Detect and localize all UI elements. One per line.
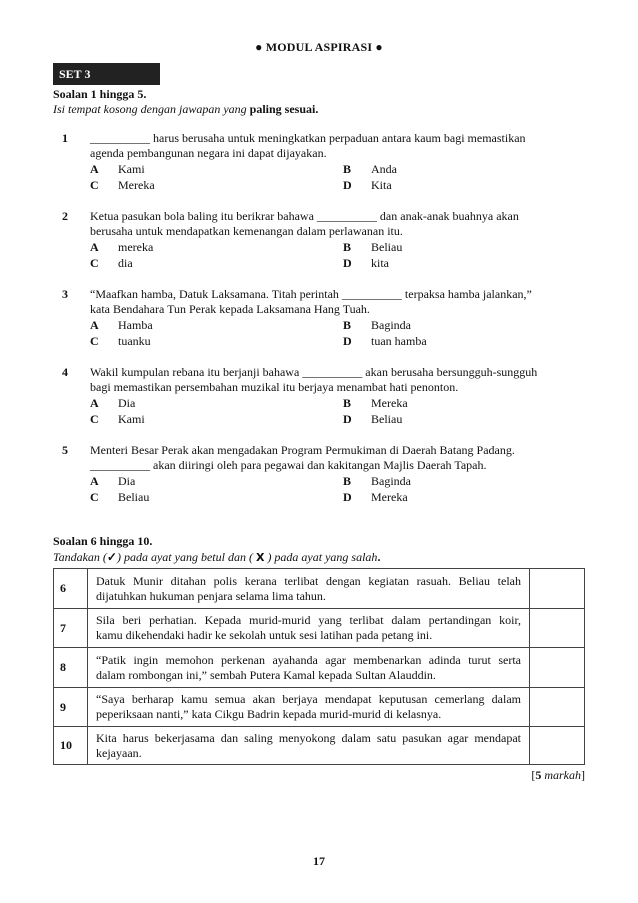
statement-number: 9 — [54, 688, 88, 727]
statement-line1: Sila beri perhatian. Kepada murid-murid yang terlibat dalam pertandingan koir, — [96, 613, 521, 627]
statement-line2: peperiksaan nanti,” kata Cikgu Badrin kepada murid-murid di kelasnya. — [96, 707, 442, 721]
statement-line1: “Saya berharap kamu semua akan berjaya mendapat keputusan cemerlang dalam — [96, 692, 521, 706]
option-letter: B — [343, 240, 352, 254]
question-stem-line2: __________ akan diiringi oleh para pegawai dan kakitangan Majlis Daerah Tapah. — [90, 458, 487, 472]
option-letter: C — [90, 334, 99, 348]
option-c — [90, 490, 149, 505]
option-text: Hamba — [118, 318, 153, 332]
marks-word: markah — [544, 768, 581, 782]
question-number: 1 — [62, 131, 68, 145]
question-stem-line1: __________ harus berusaha untuk meningkatkan perpaduan antara kaum bagi memastikan — [90, 131, 526, 145]
option-b — [343, 240, 402, 255]
option-text: tuan hamba — [371, 334, 427, 348]
statement-line1: Datuk Munir ditahan polis kerana terlibat dengan kegiatan rasuah. Beliau telah — [96, 573, 521, 588]
option-text: Kami — [118, 162, 145, 176]
marks-label: [5 markah] — [531, 768, 585, 782]
option-letter: D — [343, 412, 352, 426]
statement-number: 8 — [54, 648, 88, 688]
option-text: Beliau — [371, 412, 403, 426]
statement-text — [88, 609, 530, 648]
statement-number: 10 — [54, 727, 88, 765]
option-c — [90, 178, 155, 193]
option-text: Beliau — [371, 240, 403, 254]
statement-text — [88, 648, 530, 688]
option-letter: B — [343, 396, 352, 410]
answer-box[interactable] — [530, 609, 585, 648]
statement-number: 7 — [54, 609, 88, 648]
option-letter: B — [343, 474, 352, 488]
option-letter: C — [90, 490, 99, 504]
statement-row — [54, 569, 585, 609]
statement-text — [88, 569, 530, 609]
question-number: 3 — [62, 287, 68, 301]
option-letter: C — [90, 256, 99, 270]
option-letter: D — [343, 256, 352, 270]
true-false-table — [53, 568, 585, 765]
statement-text — [88, 688, 530, 727]
question-number: 5 — [62, 443, 68, 457]
option-text: Kita — [371, 178, 392, 192]
option-a — [90, 396, 135, 411]
section2-title: Soalan 6 hingga 10. — [53, 534, 153, 548]
answer-box[interactable] — [530, 727, 585, 765]
option-b — [343, 162, 397, 177]
statement-number: 6 — [54, 569, 88, 609]
section2-instruction: Tandakan (✓) pada ayat yang betul dan ( X ) pada ayat yang salah. — [53, 550, 381, 564]
option-letter: B — [343, 318, 352, 332]
option-letter: C — [90, 178, 99, 192]
question-stem-line2: kata Bendahara Tun Perak kepada Laksamana Hang Tuah. — [90, 302, 370, 316]
answer-box[interactable] — [530, 569, 585, 609]
section1-instruction: Isi tempat kosong dengan jawapan yang paling sesuai. — [53, 102, 319, 116]
option-d — [343, 334, 427, 349]
section1-title: Soalan 1 hingga 5. — [53, 87, 147, 101]
option-text: Mereka — [371, 490, 408, 504]
option-text: mereka — [118, 240, 154, 254]
option-letter: D — [343, 178, 352, 192]
statement-line2: dijatuhkan hukuman penjara selama lima tahun. — [96, 588, 326, 603]
option-letter: A — [90, 240, 99, 254]
option-text: kita — [371, 256, 389, 270]
question-stem-line2: agenda pembangunan negara ini dapat dijayakan. — [90, 146, 327, 160]
option-text: Dia — [118, 396, 136, 410]
option-d — [343, 490, 408, 505]
option-b — [343, 318, 411, 333]
statement-line2: kamu dikehendaki hadir ke sekolah untuk sesi latihan pada petang ini. — [96, 628, 433, 642]
question-stem-line2: bagi memastikan persembahan muzikal itu berjaya menambat hati penonton. — [90, 380, 459, 394]
question-stem-line1: Ketua pasukan bola baling itu berikrar bahawa __________ dan anak-anak buahnya akan — [90, 209, 519, 223]
option-letter: A — [90, 396, 99, 410]
option-letter: B — [343, 162, 352, 176]
question-number: 4 — [62, 365, 68, 379]
answer-box[interactable] — [530, 648, 585, 688]
option-text: Kami — [118, 412, 145, 426]
module-header: ● MODUL ASPIRASI ● — [255, 40, 383, 54]
option-b — [343, 396, 408, 411]
marks-number: 5 — [535, 768, 542, 782]
statement-line1: “Patik ingin memohon perkenan ayahanda agar membenarkan adinda turut serta — [96, 652, 521, 667]
option-c — [90, 412, 145, 427]
option-text: dia — [118, 256, 133, 270]
question-stem-line2: berusaha untuk mendapatkan kemenangan dalam perlawanan itu. — [90, 224, 403, 238]
statement-row — [54, 688, 585, 727]
option-a — [90, 240, 153, 255]
option-d — [343, 178, 392, 193]
statement-line1: Kita harus bekerjasama dan saling menyokong dalam satu pasukan agar mendapat — [96, 730, 521, 745]
tick-icon: ✓ — [106, 550, 117, 564]
option-c — [90, 256, 133, 271]
option-text: Beliau — [118, 490, 150, 504]
option-c — [90, 334, 151, 349]
option-a — [90, 474, 135, 489]
option-letter: D — [343, 490, 352, 504]
option-b — [343, 474, 411, 489]
set-label: SET 3 — [59, 67, 91, 81]
statement-line2: kejayaan. — [96, 745, 142, 760]
option-a — [90, 162, 145, 177]
option-letter: C — [90, 412, 99, 426]
option-letter: A — [90, 162, 99, 176]
statement-text — [88, 727, 530, 765]
option-a — [90, 318, 153, 333]
section1-instruction-bold: paling sesuai. — [249, 102, 319, 116]
option-letter: A — [90, 318, 99, 332]
option-letter: D — [343, 334, 352, 348]
statement-line2: dalam rombongan ini,” sembah Putera Kamal kepada Sultan Alauddin. — [96, 667, 436, 682]
page-number: 17 — [313, 854, 325, 868]
option-d — [343, 412, 402, 427]
answer-box[interactable] — [530, 688, 585, 727]
option-letter: A — [90, 474, 99, 488]
set-label-box — [53, 63, 160, 85]
option-text: Dia — [118, 474, 136, 488]
option-d — [343, 256, 389, 271]
statement-row — [54, 727, 585, 765]
statement-row — [54, 648, 585, 688]
question-number: 2 — [62, 209, 68, 223]
option-text: Anda — [371, 162, 397, 176]
question-stem-line1: Menteri Besar Perak akan mengadakan Program Permukiman di Daerah Batang Padang. — [90, 443, 515, 457]
question-stem-line1: Wakil kumpulan rebana itu berjanji bahawa __________ akan berusaha bersungguh-sungguh — [90, 365, 538, 379]
statement-row — [54, 609, 585, 648]
option-text: Baginda — [371, 318, 411, 332]
option-text: Mereka — [118, 178, 155, 192]
question-stem-line1: “Maafkan hamba, Datuk Laksamana. Titah perintah __________ terpaksa hamba jalankan,” — [90, 287, 532, 301]
option-text: Baginda — [371, 474, 411, 488]
option-text: Mereka — [371, 396, 408, 410]
cross-icon: X — [255, 551, 265, 564]
option-text: tuanku — [118, 334, 151, 348]
